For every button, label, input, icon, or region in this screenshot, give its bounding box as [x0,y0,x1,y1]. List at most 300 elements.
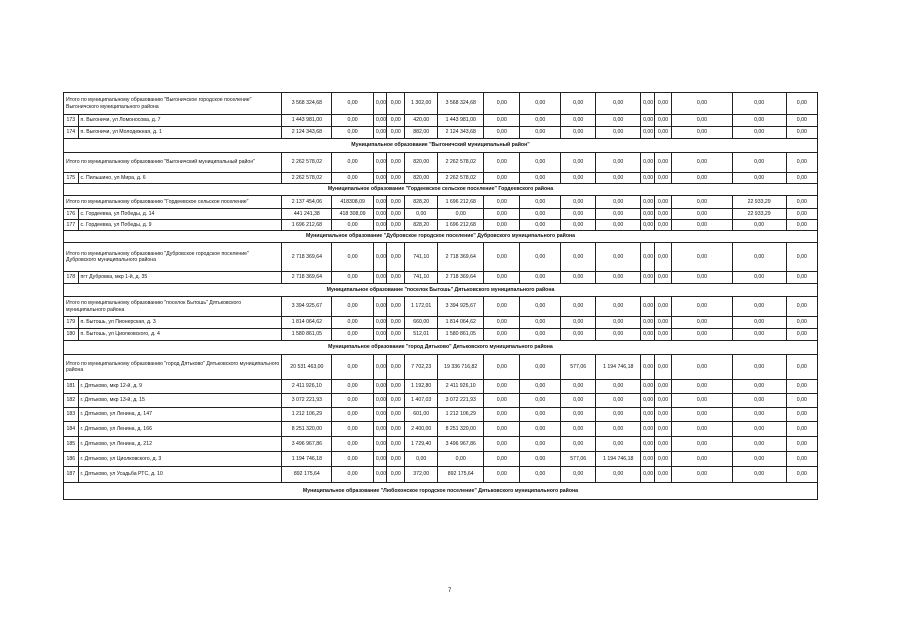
row-number: 180 [64,329,79,341]
row-number: 181 [64,380,79,394]
value-cell: 0,00 [373,115,387,127]
table-row [64,408,818,422]
value-cell: 0,00 [332,220,374,231]
total-label: Итого по муниципальному образованию "поселок Бытошь" Дятьковского муниципального района [64,297,282,317]
value-cell: 0,00 [596,394,641,408]
address-cell: г. Дятьково, ул Ленина, д. 147 [78,408,282,422]
value-cell: 2 137 454,06 [282,196,332,209]
value-cell: 0,00 [387,173,405,184]
value-cell: 0,00 [332,272,374,284]
row-number: 183 [64,408,79,422]
value-cell: 0,00 [641,272,655,284]
total-label: Итого по муниципальному образованию "Выгоничское городское поселение" Выгоничского муниципального района [64,93,282,115]
value-cell: 2 411 926,10 [438,380,484,394]
value-cell: 0,00 [654,243,672,272]
value-cell: 0,00 [387,127,405,139]
value-cell: 0,00 [520,272,561,284]
value-cell: 7 702,23 [405,355,438,380]
section-header-row [64,139,818,153]
value-cell: 0,00 [596,220,641,231]
value-cell: 0,00 [786,317,817,329]
value-cell: 0,00 [387,272,405,284]
total-row [64,297,818,317]
table-row [64,317,818,329]
value-cell: 1 696 212,68 [438,220,484,231]
value-cell: 0,00 [387,93,405,115]
value-cell: 0,00 [373,437,387,452]
value-cell: 1 814 064,62 [282,317,332,329]
value-cell: 0,00 [373,408,387,422]
value-cell: 0,00 [520,329,561,341]
value-cell: 0,00 [561,380,596,394]
table-row [64,380,818,394]
value-cell: 0,00 [484,153,520,173]
value-cell: 0,00 [786,173,817,184]
value-cell: 882,00 [405,127,438,139]
value-cell: 420,00 [405,115,438,127]
value-cell: 0,00 [732,355,786,380]
value-cell: 1 172,01 [405,297,438,317]
value-cell: 0,00 [387,243,405,272]
row-number: 184 [64,422,79,437]
value-cell: 0,00 [438,452,484,467]
value-cell: 0,00 [373,272,387,284]
value-cell: 0,00 [520,467,561,483]
total-row [64,93,818,115]
table-row [64,452,818,467]
value-cell: 0,00 [672,317,732,329]
table-row [64,209,818,220]
table-row [64,127,818,139]
value-cell: 0,00 [732,394,786,408]
value-cell: 0,00 [596,422,641,437]
value-cell: 0,00 [596,115,641,127]
value-cell: 0,00 [561,437,596,452]
value-cell: 0,00 [373,93,387,115]
value-cell: 0,00 [654,93,672,115]
address-cell: п. Выгоничи, ул Ломоносова, д. 7 [78,115,282,127]
value-cell: 1 194 746,18 [596,355,641,380]
value-cell: 0,00 [786,394,817,408]
value-cell: 0,00 [438,209,484,220]
table-row [64,437,818,452]
value-cell: 0,00 [641,243,655,272]
value-cell: 0,00 [641,408,655,422]
value-cell: 1 194 746,18 [282,452,332,467]
value-cell: 0,00 [786,380,817,394]
value-cell: 0,00 [387,209,405,220]
value-cell: 0,00 [786,297,817,317]
value-cell: 1 443 981,00 [438,115,484,127]
row-number: 182 [64,394,79,408]
value-cell: 8 251 320,00 [438,422,484,437]
value-cell: 0,00 [654,173,672,184]
value-cell: 0,00 [732,93,786,115]
value-cell: 0,00 [786,355,817,380]
value-cell: 418308,09 [332,196,374,209]
value-cell: 0,00 [332,127,374,139]
value-cell: 0,00 [672,437,732,452]
value-cell: 372,00 [405,467,438,483]
value-cell: 0,00 [732,243,786,272]
section-title: Муниципальное образование "Любохонское городское поселение" Дятьковского муниципального района [64,483,818,500]
value-cell: 0,00 [654,422,672,437]
value-cell: 0,00 [672,297,732,317]
value-cell: 0,00 [672,272,732,284]
value-cell: 0,00 [520,220,561,231]
value-cell: 0,00 [672,115,732,127]
section-title: Муниципальное образование "Дубровское городское поселение" Дубровского муниципального района [64,231,818,243]
value-cell: 0,00 [596,437,641,452]
value-cell: 0,00 [672,380,732,394]
value-cell: 0,00 [596,467,641,483]
value-cell: 0,00 [373,243,387,272]
value-cell: 0,00 [332,422,374,437]
value-cell: 0,00 [786,115,817,127]
value-cell: 0,00 [520,317,561,329]
value-cell: 0,00 [654,297,672,317]
value-cell: 0,00 [786,220,817,231]
value-cell: 0,00 [654,272,672,284]
value-cell: 0,00 [672,452,732,467]
value-cell: 0,00 [561,329,596,341]
value-cell: 1 696 212,68 [282,220,332,231]
value-cell: 0,00 [484,467,520,483]
value-cell: 2 400,00 [405,422,438,437]
value-cell: 0,00 [786,452,817,467]
table-row [64,467,818,483]
value-cell: 0,00 [672,153,732,173]
value-cell: 0,00 [373,394,387,408]
value-cell: 0,00 [654,196,672,209]
value-cell: 0,00 [332,115,374,127]
value-cell: 3 394 925,67 [438,297,484,317]
value-cell: 0,00 [786,422,817,437]
table-row [64,220,818,231]
section-header-row [64,184,818,196]
value-cell: 0,00 [373,297,387,317]
table-body [64,93,818,500]
value-cell: 0,00 [373,153,387,173]
value-cell: 2 718 369,64 [282,243,332,272]
value-cell: 0,00 [596,329,641,341]
value-cell: 1 194 746,18 [596,452,641,467]
value-cell: 0,00 [373,209,387,220]
value-cell: 0,00 [387,153,405,173]
value-cell: 0,00 [596,408,641,422]
value-cell: 0,00 [387,452,405,467]
value-cell: 0,00 [672,422,732,437]
value-cell: 0,00 [373,355,387,380]
value-cell: 0,00 [484,355,520,380]
value-cell: 2 718 369,64 [282,272,332,284]
value-cell: 0,00 [520,422,561,437]
section-title: Муниципальное образование "поселок Бытошь" Дятьковского муниципального района [64,284,818,297]
value-cell: 0,00 [387,422,405,437]
value-cell: 0,00 [484,329,520,341]
value-cell: 0,00 [596,317,641,329]
value-cell: 0,00 [520,153,561,173]
value-cell: 0,00 [732,115,786,127]
value-cell: 0,00 [405,209,438,220]
value-cell: 0,00 [641,209,655,220]
value-cell: 0,00 [561,127,596,139]
value-cell: 0,00 [672,127,732,139]
value-cell: 0,00 [786,272,817,284]
value-cell: 0,00 [732,153,786,173]
value-cell: 0,00 [520,380,561,394]
value-cell: 3 568 324,68 [282,93,332,115]
value-cell: 0,00 [561,297,596,317]
value-cell: 0,00 [561,317,596,329]
section-header-row [64,284,818,297]
value-cell: 0,00 [641,394,655,408]
address-cell: п. Бытошь, ул Пионерская, д. 3 [78,317,282,329]
section-header-row [64,483,818,500]
value-cell: 2 124 343,68 [282,127,332,139]
value-cell: 0,00 [672,467,732,483]
value-cell: 0,00 [641,297,655,317]
row-number: 187 [64,467,79,483]
table-row [64,422,818,437]
value-cell: 0,00 [373,380,387,394]
total-label: Итого по муниципальному образованию "Выгоничский муниципальный район" [64,153,282,173]
value-cell: 0,00 [561,272,596,284]
address-cell: пгт Дубровка, мкр 1-й, д. 35 [78,272,282,284]
value-cell: 2 262 578,02 [282,173,332,184]
value-cell: 0,00 [641,380,655,394]
value-cell: 741,10 [405,243,438,272]
value-cell: 0,00 [484,272,520,284]
value-cell: 0,00 [641,452,655,467]
value-cell: 20 531 463,00 [282,355,332,380]
value-cell: 0,00 [332,317,374,329]
table-row [64,173,818,184]
value-cell: 0,00 [484,437,520,452]
row-number: 177 [64,220,79,231]
value-cell: 0,00 [732,297,786,317]
value-cell: 0,00 [484,173,520,184]
value-cell: 2 718 369,64 [438,272,484,284]
value-cell: 0,00 [672,196,732,209]
value-cell: 0,00 [732,408,786,422]
value-cell: 0,00 [373,220,387,231]
value-cell: 0,00 [484,452,520,467]
section-title: Муниципальное образование "Выгоничский муниципальный район" [64,139,818,153]
value-cell: 1 729,40 [405,437,438,452]
value-cell: 0,00 [484,317,520,329]
value-cell: 0,00 [786,93,817,115]
value-cell: 577,06 [561,452,596,467]
value-cell: 0,00 [641,422,655,437]
value-cell: 0,00 [373,329,387,341]
value-cell: 0,00 [641,355,655,380]
value-cell: 1 302,00 [405,93,438,115]
value-cell: 0,00 [732,220,786,231]
value-cell: 0,00 [373,452,387,467]
value-cell: 1 696 212,68 [438,196,484,209]
value-cell: 0,00 [373,196,387,209]
value-cell: 0,00 [672,243,732,272]
value-cell: 0,00 [484,93,520,115]
value-cell: 0,00 [654,153,672,173]
value-cell: 0,00 [786,329,817,341]
value-cell: 0,00 [332,394,374,408]
value-cell: 741,10 [405,272,438,284]
value-cell: 0,00 [484,380,520,394]
value-cell: 3 568 324,68 [438,93,484,115]
value-cell: 0,00 [654,355,672,380]
value-cell: 2 718 369,64 [438,243,484,272]
value-cell: 0,00 [561,467,596,483]
value-cell: 0,00 [561,173,596,184]
value-cell: 0,00 [732,380,786,394]
value-cell: 0,00 [641,329,655,341]
total-row [64,355,818,380]
value-cell: 0,00 [786,153,817,173]
row-number: 185 [64,437,79,452]
value-cell: 0,00 [405,452,438,467]
row-number: 176 [64,209,79,220]
total-row [64,196,818,209]
value-cell: 0,00 [596,209,641,220]
address-cell: п. Бытошь, ул Циолковского, д. 4 [78,329,282,341]
value-cell: 601,00 [405,408,438,422]
row-number: 173 [64,115,79,127]
value-cell: 0,00 [520,394,561,408]
value-cell: 1 580 861,05 [438,329,484,341]
value-cell: 2 262 578,02 [438,153,484,173]
address-cell: г. Дятьково, ул Ленина, д. 166 [78,422,282,437]
value-cell: 0,00 [520,437,561,452]
value-cell: 1 580 861,05 [282,329,332,341]
section-title: Муниципальное образование "город Дятьково" Дятьковского муниципального района [64,341,818,355]
address-cell: п. Выгоничи, ул Молодежная, д. 1 [78,127,282,139]
value-cell: 0,00 [561,422,596,437]
value-cell: 3 072 221,93 [438,394,484,408]
value-cell: 0,00 [387,408,405,422]
value-cell: 0,00 [332,153,374,173]
row-number: 178 [64,272,79,284]
value-cell: 0,00 [520,408,561,422]
value-cell: 0,00 [654,329,672,341]
value-cell: 0,00 [641,196,655,209]
value-cell: 0,00 [654,437,672,452]
table-row [64,394,818,408]
value-cell: 0,00 [520,209,561,220]
value-cell: 22 933,29 [732,196,786,209]
value-cell: 0,00 [732,329,786,341]
value-cell: 0,00 [641,437,655,452]
value-cell: 0,00 [387,467,405,483]
table-row [64,115,818,127]
value-cell: 0,00 [672,394,732,408]
value-cell: 0,00 [332,329,374,341]
value-cell: 0,00 [641,317,655,329]
value-cell: 19 336 716,82 [438,355,484,380]
value-cell: 0,00 [484,394,520,408]
value-cell: 0,00 [641,93,655,115]
value-cell: 0,00 [596,196,641,209]
value-cell: 1 212 106,29 [438,408,484,422]
value-cell: 0,00 [786,467,817,483]
value-cell: 0,00 [484,220,520,231]
value-cell: 2 262 578,02 [438,173,484,184]
value-cell: 660,00 [405,317,438,329]
value-cell: 0,00 [641,467,655,483]
address-cell: с. Гордеевка, ул Победы, д. 14 [78,209,282,220]
value-cell: 0,00 [732,173,786,184]
value-cell: 0,00 [387,317,405,329]
value-cell: 3 496 967,86 [282,437,332,452]
value-cell: 0,00 [387,380,405,394]
value-cell: 577,06 [561,355,596,380]
value-cell: 0,00 [332,452,374,467]
value-cell: 1 443 981,00 [282,115,332,127]
value-cell: 0,00 [732,317,786,329]
value-cell: 0,00 [732,467,786,483]
value-cell: 0,00 [641,220,655,231]
value-cell: 820,00 [405,153,438,173]
value-cell: 0,00 [786,437,817,452]
value-cell: 0,00 [596,297,641,317]
value-cell: 0,00 [387,437,405,452]
value-cell: 0,00 [654,115,672,127]
value-cell: 3 072 221,93 [282,394,332,408]
value-cell: 0,00 [332,355,374,380]
value-cell: 0,00 [672,329,732,341]
value-cell: 0,00 [561,394,596,408]
value-cell: 0,00 [520,452,561,467]
value-cell: 820,00 [405,173,438,184]
value-cell: 0,00 [596,272,641,284]
value-cell: 22 933,29 [732,209,786,220]
address-cell: с. Гордеевка, ул Победы, д. 9 [78,220,282,231]
value-cell: 1 407,03 [405,394,438,408]
value-cell: 0,00 [484,243,520,272]
table-row [64,272,818,284]
value-cell: 0,00 [654,452,672,467]
value-cell: 0,00 [654,408,672,422]
value-cell: 0,00 [387,196,405,209]
total-row [64,153,818,173]
value-cell: 0,00 [561,220,596,231]
value-cell: 0,00 [387,355,405,380]
value-cell: 0,00 [641,115,655,127]
address-cell: г. Дятьково, мкр 13-й, д. 15 [78,394,282,408]
row-number: 175 [64,173,79,184]
page-number: 7 [448,588,452,594]
address-cell: г. Дятьково, ул Циолковского, д. 3 [78,452,282,467]
value-cell: 418 308,09 [332,209,374,220]
value-cell: 0,00 [332,243,374,272]
section-header-row [64,341,818,355]
value-cell: 0,00 [596,153,641,173]
value-cell: 0,00 [561,93,596,115]
value-cell: 0,00 [786,243,817,272]
value-cell: 0,00 [654,317,672,329]
value-cell: 0,00 [520,115,561,127]
value-cell: 0,00 [484,297,520,317]
value-cell: 0,00 [672,209,732,220]
value-cell: 0,00 [672,173,732,184]
value-cell: 0,00 [732,127,786,139]
value-cell: 441 241,38 [282,209,332,220]
value-cell: 0,00 [561,209,596,220]
value-cell: 0,00 [332,467,374,483]
value-cell: 0,00 [654,127,672,139]
value-cell: 0,00 [596,127,641,139]
